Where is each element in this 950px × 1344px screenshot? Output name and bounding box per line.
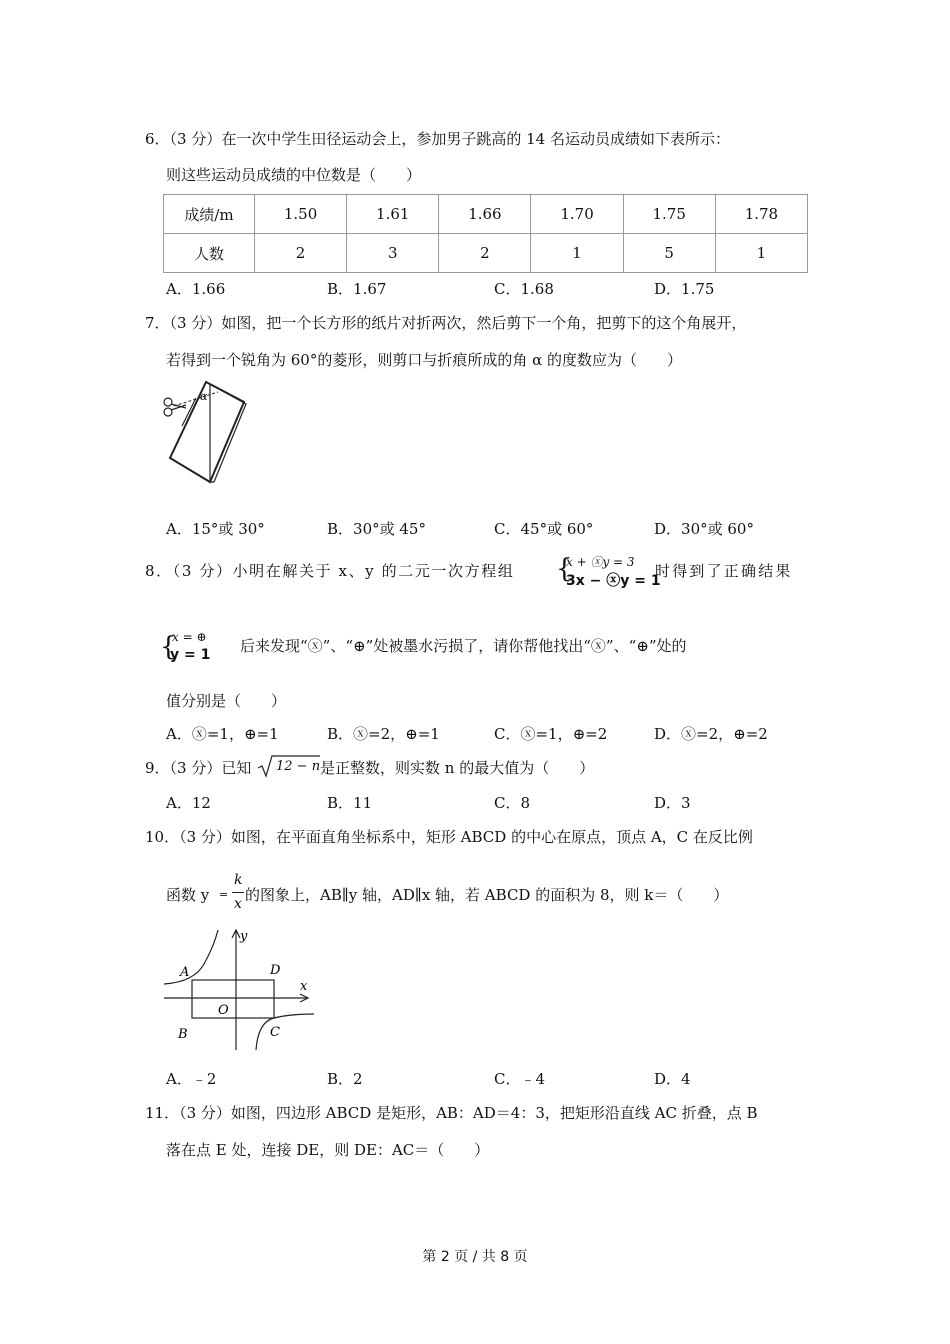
q8-line1a: 8．（3 分）小明在解关于 x、y 的二元一次方程组 — [145, 562, 515, 580]
q8-sol2: y = 1 — [170, 647, 211, 663]
q7-line1: 7．（3 分）如图，把一个长方形的纸片对折两次，然后剪下一个角，把剪下的这个角展开， — [145, 314, 747, 332]
q10-line1: 10．（3 分）如图，在平面直角坐标系中，矩形 ABCD 的中心在原点，顶点 A，C 在反比例 — [145, 828, 753, 846]
q7-line2: 若得到一个锐角为 60°的菱形，则剪口与折痕所成的角 α 的度数应为（ ） — [166, 351, 683, 369]
q9-option-c: C．8 — [494, 794, 531, 812]
table-row — [164, 234, 808, 273]
table-cell: 1.75 — [623, 195, 715, 234]
table-cell: 3 — [347, 234, 439, 273]
label-c: C — [270, 1025, 280, 1040]
table-cell: 1.78 — [715, 195, 807, 234]
q8-sol1: x = ⊕ — [172, 630, 207, 644]
q6-option-c: C．1.68 — [494, 280, 554, 298]
q8-system-brace: { — [556, 554, 573, 584]
q10-denominator: x — [234, 896, 242, 912]
q6-line2: 则这些运动员成绩的中位数是（ ） — [166, 166, 422, 184]
q10-line2-pre: 函数 y — [166, 886, 210, 904]
q8-line3: 值分别是（ ） — [166, 692, 287, 710]
q8-line1b: 时得到了正确结果 — [655, 562, 793, 580]
q8-option-b: B．ⓧ=2，⊕=1 — [327, 725, 440, 743]
q9-option-a: A．12 — [166, 794, 211, 812]
table-cell: 1 — [531, 234, 623, 273]
table-cell: 1.50 — [255, 195, 347, 234]
q8-line2: 后来发现“ⓧ”、“⊕”处被墨水污损了，请你帮他找出“ⓧ”、“⊕”处的 — [240, 637, 687, 655]
q8-solution-brace: { — [160, 632, 177, 662]
fraction-bar — [232, 892, 244, 893]
q7-option-a: A．15°或 30° — [166, 520, 265, 538]
score-table — [163, 194, 808, 273]
q8-eq2: 3x − ⓧy = 1 — [566, 573, 661, 589]
q7-option-c: C．45°或 60° — [494, 520, 594, 538]
table-cell: 1.61 — [347, 195, 439, 234]
table-cell: 人数 — [164, 234, 255, 273]
table-cell: 1 — [715, 234, 807, 273]
label-y: y — [240, 929, 248, 944]
q6-option-a: A．1.66 — [166, 280, 226, 298]
table-cell: 2 — [255, 234, 347, 273]
table-cell: 5 — [623, 234, 715, 273]
q10-option-a: A．﹣2 — [166, 1070, 217, 1088]
label-b: B — [178, 1027, 188, 1042]
q10-numerator: k — [234, 872, 243, 888]
q6-line1: 6．（3 分）在一次中学生田径运动会上，参加男子跳高的 14 名运动员成绩如下表所示： — [145, 130, 730, 148]
table-cell: 成绩/m — [164, 195, 255, 234]
q9-option-d: D．3 — [654, 794, 691, 812]
q7-option-b: B．30°或 45° — [327, 520, 426, 538]
table-cell: 2 — [439, 234, 531, 273]
label-a: A — [180, 965, 190, 980]
q9-option-b: B．11 — [327, 794, 373, 812]
alpha-label: α — [200, 390, 208, 403]
q10-eqsign: = — [219, 888, 229, 901]
label-o: O — [218, 1003, 229, 1018]
q10-option-b: B．2 — [327, 1070, 363, 1088]
q11-line1: 11．（3 分）如图，四边形 ABCD 是矩形，AB：AD＝4：3，把矩形沿直线 AC 折叠，点 B — [145, 1104, 758, 1122]
q6-option-d: D．1.75 — [654, 280, 715, 298]
q7-option-d: D．30°或 60° — [654, 520, 754, 538]
q9-pre: 9．（3 分）已知 — [145, 759, 252, 777]
folded-paper-figure — [160, 378, 250, 486]
label-d: D — [270, 963, 281, 978]
q8-eq1: x + ⓧy = 3 — [566, 555, 635, 569]
q10-line2-post: 的图象上，AB∥y 轴，AD∥x 轴，若 ABCD 的面积为 8，则 k＝（ ） — [245, 886, 729, 904]
q10-option-c: C．﹣4 — [494, 1070, 546, 1088]
coordinate-figure — [160, 924, 320, 1054]
page-footer: 第 2 页 / 共 8 页 — [422, 1249, 528, 1265]
label-x: x — [300, 979, 308, 994]
table-cell: 1.70 — [531, 195, 623, 234]
q8-option-c: C．ⓧ=1，⊕=2 — [494, 725, 608, 743]
q6-option-b: B．1.67 — [327, 280, 387, 298]
q9-radicand: 12 − n — [276, 759, 321, 774]
q10-option-d: D．4 — [654, 1070, 691, 1088]
q8-option-d: D．ⓧ=2，⊕=2 — [654, 725, 768, 743]
q8-option-a: A．ⓧ=1，⊕=1 — [166, 725, 279, 743]
q11-line2: 落在点 E 处，连接 DE，则 DE：AC＝（ ） — [166, 1141, 490, 1159]
table-cell: 1.66 — [439, 195, 531, 234]
table-row — [164, 195, 808, 234]
q9-post: 是正整数，则实数 n 的最大值为（ ） — [320, 759, 595, 777]
